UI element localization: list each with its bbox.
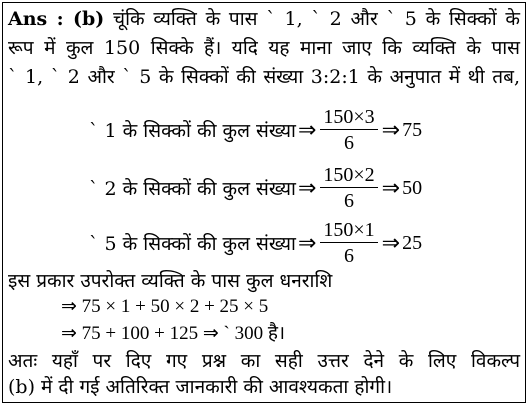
implies-arrow-3b: ⇒: [381, 230, 401, 256]
total-step-1: ⇒ 75 × 1 + 50 × 2 + 25 × 5: [61, 296, 269, 317]
fraction-3: [320, 218, 377, 269]
calc-label-1: ` 1 के सिक्कों की कुल संख्या: [89, 120, 296, 142]
answer-box: [2, 2, 526, 403]
conclusion-line-2: (b) में दी गई अतिरिक्त जानकारी की आवश्यकता होगी।: [8, 376, 393, 398]
calc-label-2: ` 2 के सिक्कों की कुल संख्या: [89, 178, 296, 200]
fraction-1-numerator: 150×3: [320, 105, 377, 130]
implies-arrow-1b: ⇒: [381, 117, 401, 143]
calc-row-2: [89, 159, 422, 217]
calc-result-3: 25: [402, 231, 423, 254]
implies-arrow-3a: ⇒: [297, 230, 317, 256]
calc-result-2: 50: [402, 176, 423, 199]
fraction-2: [320, 163, 377, 214]
fraction-1-denominator: 6: [344, 131, 355, 154]
answer-label: Ans : (b): [8, 8, 105, 30]
fraction-2-numerator: 150×2: [320, 163, 377, 188]
implies-arrow-2b: ⇒: [381, 175, 401, 201]
calc-result-1: 75: [402, 118, 423, 141]
fraction-2-denominator: 6: [344, 189, 355, 212]
calc-label-3: ` 5 के सिक्कों की कुल संख्या: [89, 233, 296, 255]
fraction-1: [320, 105, 377, 156]
calc-row-1: [89, 101, 422, 159]
fraction-3-numerator: 150×1: [320, 218, 377, 243]
fraction-3-denominator: 6: [344, 244, 355, 267]
implies-arrow-1a: ⇒: [297, 117, 317, 143]
answer-line-1-text: चूंकि व्यक्ति के पास ` 1, ` 2 और ` 5 के सिक्कों के: [113, 8, 520, 30]
answer-line-1: [8, 7, 520, 31]
answer-line-3: ` 1, ` 2 और ` 5 के सिक्कों की संख्या 3:2:1 के अनुपात में थी तब,: [8, 66, 520, 88]
conclusion-line-1: अतः यहाँ पर दिए गए प्रश्न का सही उत्तर देने के लिए विकल्प: [8, 350, 520, 372]
implies-arrow-2a: ⇒: [297, 175, 317, 201]
total-step-2: ⇒ 75 + 100 + 125 ⇒ ` 300 है।: [61, 323, 286, 344]
calc-row-3: [89, 214, 422, 272]
answer-line-2: रूप में कुल 150 सिक्के हैं। यदि यह माना जाए कि व्यक्ति के पास: [8, 37, 520, 59]
total-intro: इस प्रकार उपरोक्त व्यक्ति के पास कुल धनराशि: [8, 270, 333, 292]
